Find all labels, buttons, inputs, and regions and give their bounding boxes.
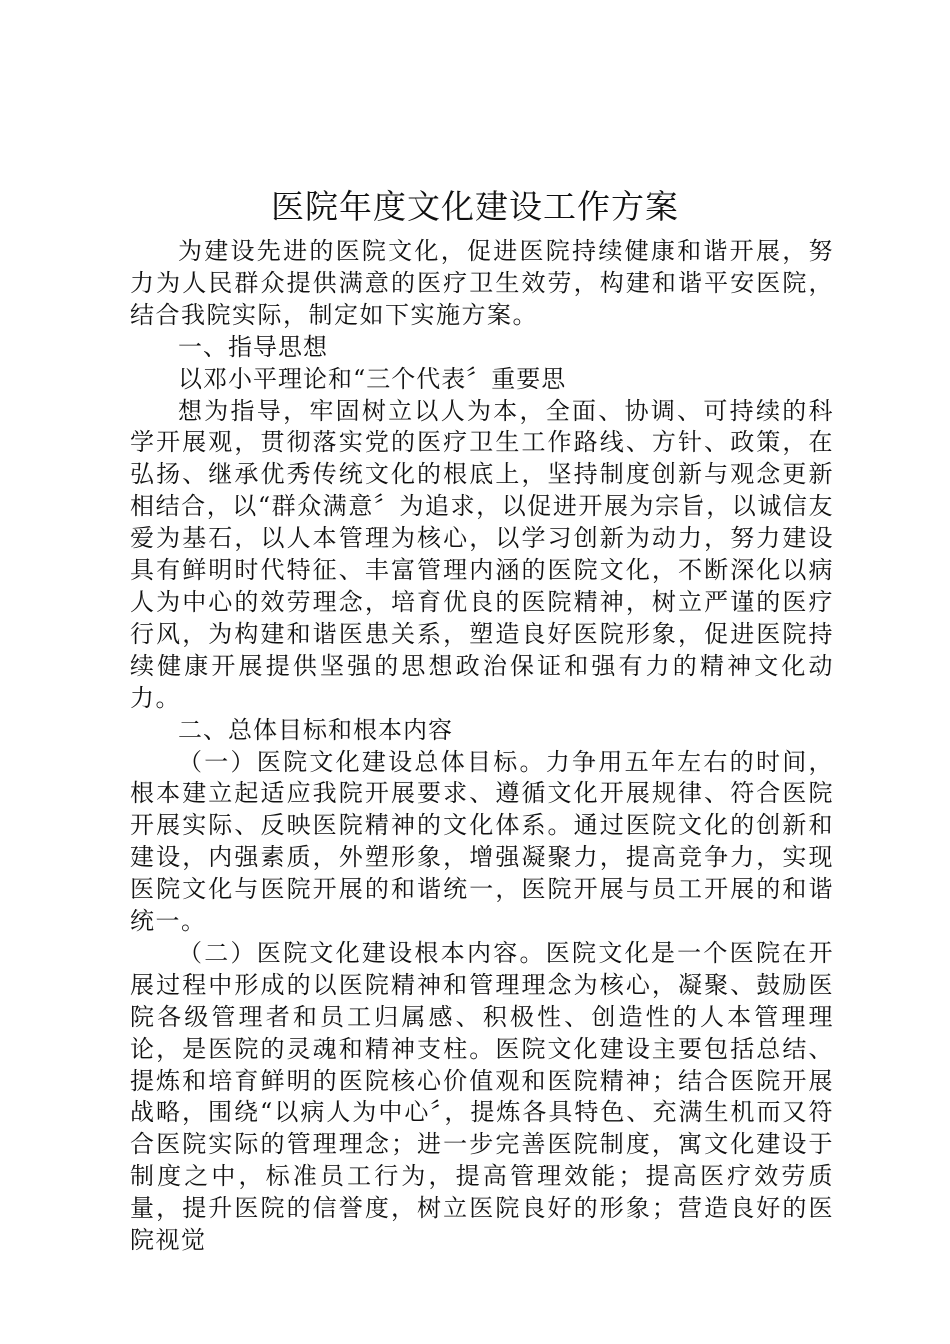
section-heading-guiding-ideology: 一、指导思想 [178,332,328,361]
document-body [130,236,834,1257]
paragraph-intro: 为建设先进的医院文化，促进医院持续健康和谐开展，努力为人民群众提供满意的医疗卫生效劳，构建和谐平安医院，结合我院实际，制定如下实施方案。 [130,237,834,329]
document-title: 医院年度文化建设工作方案 [271,187,679,226]
paragraph-overall-goal: （一）医院文化建设总体目标。力争用五年左右的时间，根本建立起适应我院开展要求、遵循文化开展规律、符合医院开展实际、反映医院精神的文化体系。通过医院文化的创新和建设，内强素质，外塑形象，增强凝聚力，提高竞争力，实现医院文化与医院开展的和谐统一，医院开展与员工开展的和谐统一。 [130,747,834,936]
paragraph-guiding-ideology: 想为指导，牢固树立以人为本，全面、协调、可持续的科学开展观，贯彻落实党的医疗卫生工作路线、方针、政策，在弘扬、继承优秀传统文化的根底上，坚持制度创新与观念更新相结合，以“群众满意〞为追求，以促进开展为宗旨，以诚信友爱为基石，以人本管理为核心，以学习创新为动力，努力建设具有鲜明时代特征、丰富管理内涵的医院文化，不断深化以病人为中心的效劳理念，培育优良的医院精神，树立严谨的医疗行风，为构建和谐医患关系，塑造良好医院形象，促进医院持续健康开展提供坚强的思想政治保证和强有力的精神文化动力。 [130,396,834,712]
paragraph-guiding-ideology-start: 以邓小平理论和“三个代表〞重要思 [178,364,567,393]
section-heading-goals-content: 二、总体目标和根本内容 [178,715,453,744]
paragraph-basic-content: （二）医院文化建设根本内容。医院文化是一个医院在开展过程中形成的以医院精神和管理理念为核心，凝聚、鼓励医院各级管理者和员工归属感、积极性、创造性的人本管理理论，是医院的灵魂和精神支柱。医院文化建设主要包括总结、提炼和培育鲜明的医院核心价值观和医院精神；结合医院开展战略，围绕“以病人为中心〞，提炼各具特色、充满生机而又符合医院实际的管理理念；进一步完善医院制度，寓文化建设于制度之中，标准员工行为，提高管理效能；提高医疗效劳质量，提升医院的信誉度，树立医院良好的形象；营造良好的医院视觉 [130,938,834,1255]
